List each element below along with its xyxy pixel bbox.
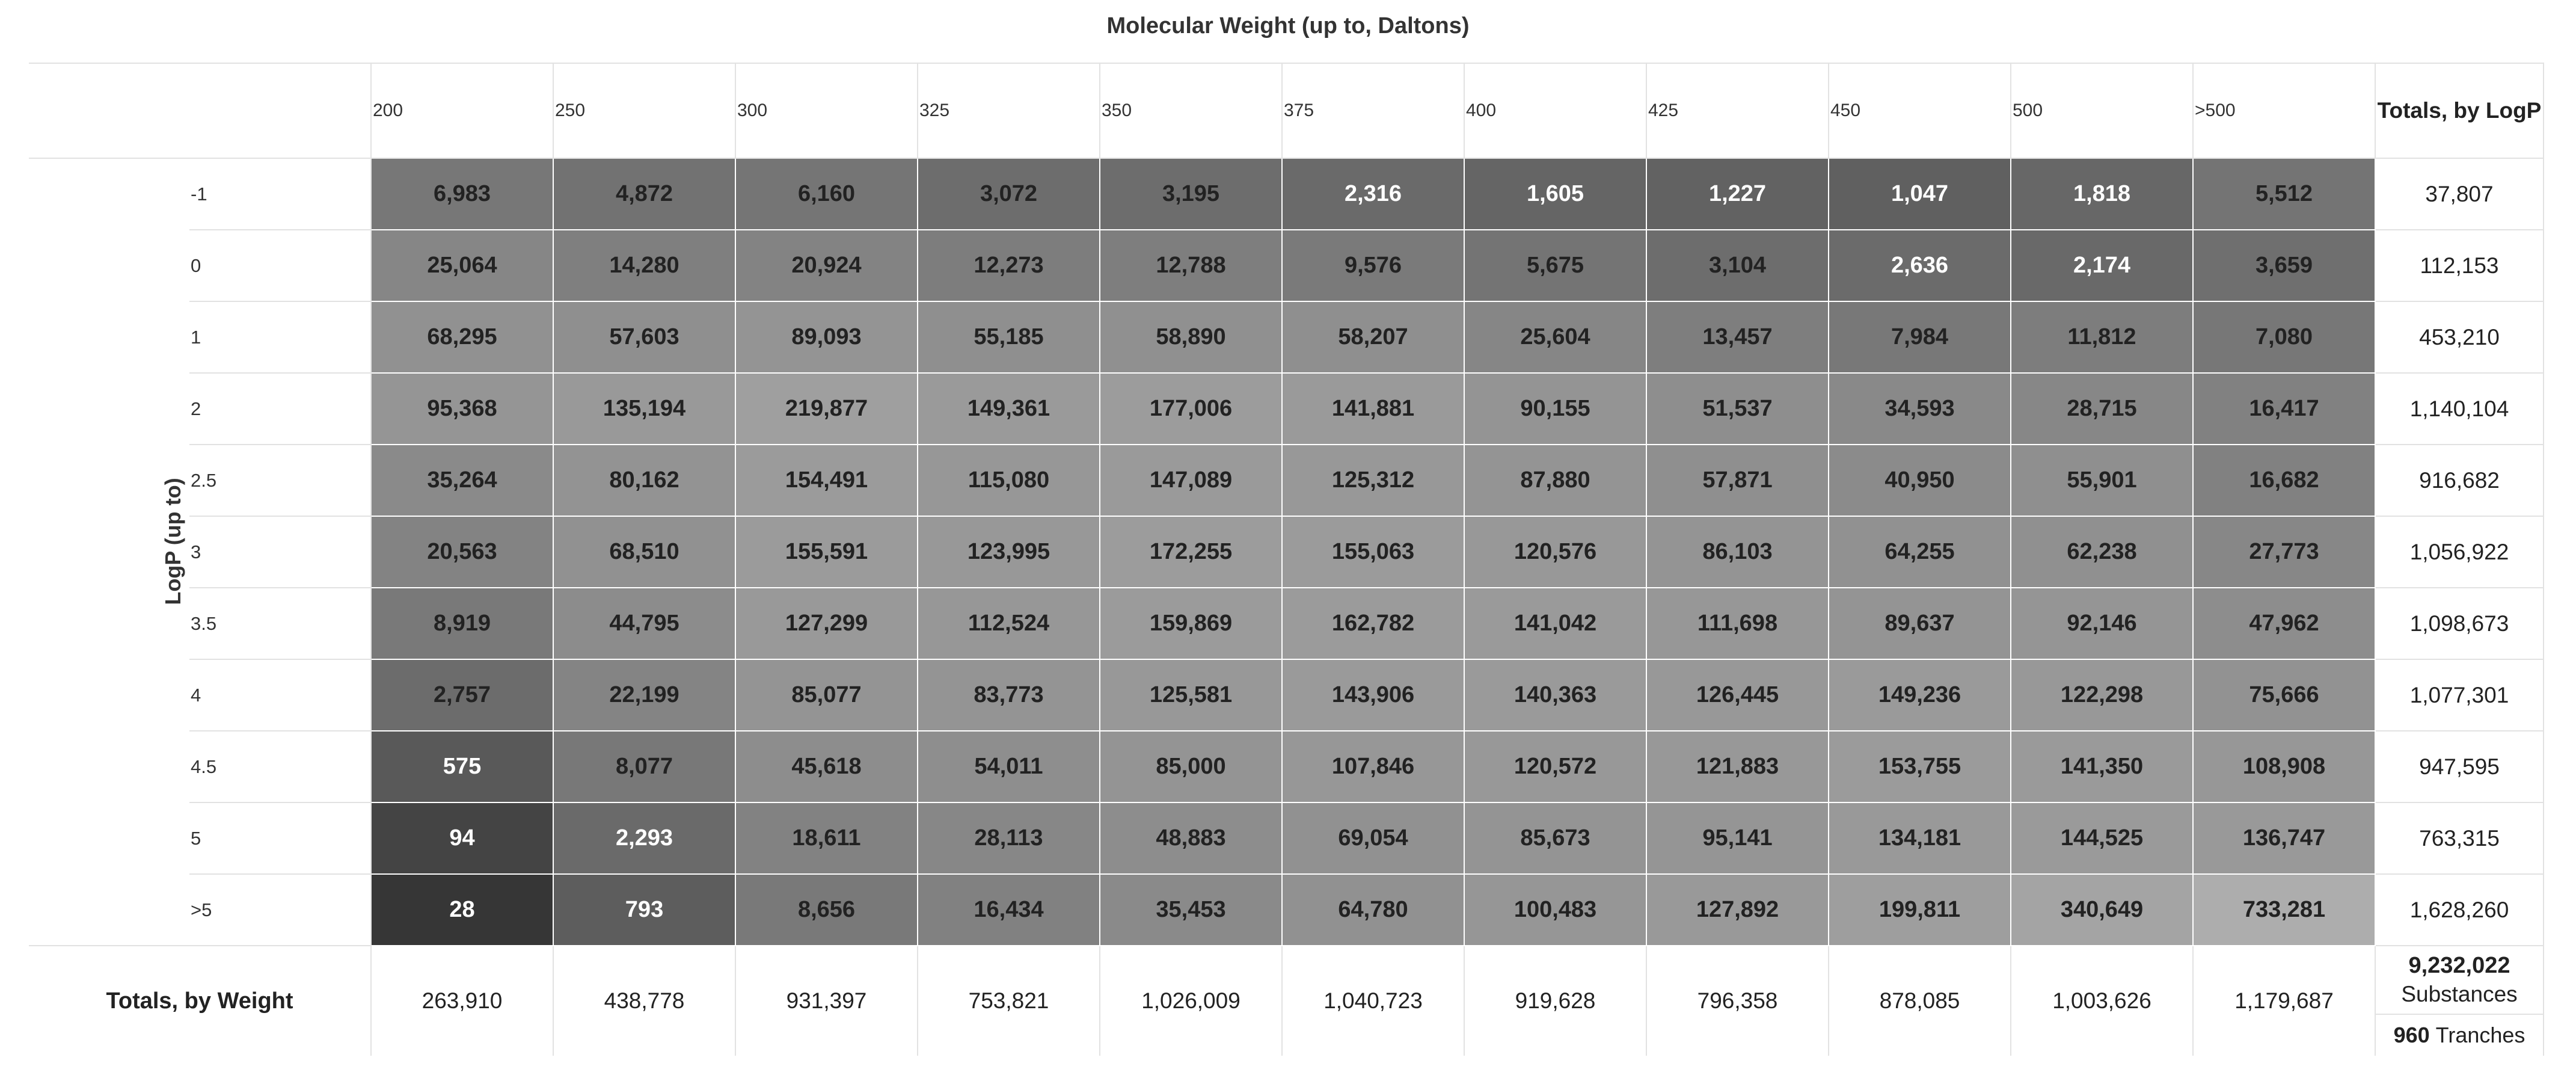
row-total-value: 1,140,104 bbox=[2376, 374, 2544, 445]
tranche-cell[interactable]: 340,649 bbox=[2011, 875, 2194, 946]
tranche-cell[interactable]: 141,042 bbox=[1465, 588, 1647, 660]
row-label-logp[interactable]: 0 bbox=[189, 230, 372, 302]
tranche-cell[interactable]: 123,995 bbox=[918, 517, 1100, 588]
tranche-cell[interactable]: 153,755 bbox=[1829, 731, 2011, 803]
tranche-cell[interactable]: 136,747 bbox=[2194, 803, 2376, 875]
column-total-value: 1,179,687 bbox=[2194, 946, 2376, 1056]
tranche-cell[interactable]: 86,103 bbox=[1647, 517, 1829, 588]
tranche-cell[interactable]: 2,293 bbox=[554, 803, 736, 875]
row-total-value: 763,315 bbox=[2376, 803, 2544, 875]
tranche-cell[interactable]: 111,698 bbox=[1647, 588, 1829, 660]
tranche-cell[interactable]: 89,093 bbox=[736, 302, 918, 374]
tranche-cell[interactable]: 5,675 bbox=[1465, 230, 1647, 302]
tranche-cell[interactable]: 55,185 bbox=[918, 302, 1100, 374]
column-header-325[interactable]: 325 bbox=[918, 63, 1100, 159]
tranche-cell[interactable]: 16,417 bbox=[2194, 374, 2376, 445]
tranche-cell[interactable]: 28,113 bbox=[918, 803, 1100, 875]
tranche-cell[interactable]: 62,238 bbox=[2011, 517, 2194, 588]
tranche-cell[interactable]: 64,255 bbox=[1829, 517, 2011, 588]
tranches-count: 960 bbox=[2393, 1023, 2430, 1047]
column-header-gt500[interactable]: >500 bbox=[2194, 63, 2376, 159]
tranche-cell[interactable]: 27,773 bbox=[2194, 517, 2376, 588]
tranche-cell[interactable]: 1,818 bbox=[2011, 159, 2194, 230]
tranche-cell[interactable]: 12,273 bbox=[918, 230, 1100, 302]
tranche-cell[interactable]: 57,603 bbox=[554, 302, 736, 374]
row-total-value: 112,153 bbox=[2376, 230, 2544, 302]
tranche-cell[interactable]: 34,593 bbox=[1829, 374, 2011, 445]
tranche-cell[interactable]: 1,605 bbox=[1465, 159, 1647, 230]
totals-by-weight-label: Totals, by Weight bbox=[29, 946, 372, 1056]
column-header-250[interactable]: 250 bbox=[554, 63, 736, 159]
column-header-450[interactable]: 450 bbox=[1829, 63, 2011, 159]
tranche-cell[interactable]: 44,795 bbox=[554, 588, 736, 660]
column-total-value: 438,778 bbox=[554, 946, 736, 1056]
tranche-cell[interactable]: 13,457 bbox=[1647, 302, 1829, 374]
tranche-cell[interactable]: 95,141 bbox=[1647, 803, 1829, 875]
column-total-value: 263,910 bbox=[372, 946, 554, 1056]
tranche-cell[interactable]: 12,788 bbox=[1100, 230, 1283, 302]
tranche-cell[interactable]: 18,611 bbox=[736, 803, 918, 875]
tranche-cell[interactable]: 177,006 bbox=[1100, 374, 1283, 445]
spacer-cell bbox=[29, 731, 189, 803]
tranche-cell[interactable]: 3,072 bbox=[918, 159, 1100, 230]
tranche-cell[interactable]: 95,368 bbox=[372, 374, 554, 445]
tranche-cell[interactable]: 85,000 bbox=[1100, 731, 1283, 803]
row-total-value: 1,098,673 bbox=[2376, 588, 2544, 660]
tranche-cell[interactable]: 51,537 bbox=[1647, 374, 1829, 445]
tranche-cell[interactable]: 162,782 bbox=[1283, 588, 1465, 660]
tranche-cell[interactable]: 147,089 bbox=[1100, 445, 1283, 517]
row-total-value: 1,056,922 bbox=[2376, 517, 2544, 588]
tranche-cell[interactable]: 120,576 bbox=[1465, 517, 1647, 588]
tranche-table bbox=[29, 63, 2545, 1061]
tranche-cell[interactable]: 100,483 bbox=[1465, 875, 1647, 946]
tranche-cell[interactable]: 144,525 bbox=[2011, 803, 2194, 875]
tranche-cell[interactable]: 20,924 bbox=[736, 230, 918, 302]
tranche-cell[interactable]: 199,811 bbox=[1829, 875, 2011, 946]
column-header-425[interactable]: 425 bbox=[1647, 63, 1829, 159]
tranche-cell[interactable]: 35,453 bbox=[1100, 875, 1283, 946]
tranche-cell[interactable]: 5,512 bbox=[2194, 159, 2376, 230]
tranche-cell[interactable]: 9,576 bbox=[1283, 230, 1465, 302]
spacer-cell bbox=[29, 875, 189, 946]
tranche-cell[interactable]: 4,872 bbox=[554, 159, 736, 230]
tranche-cell[interactable]: 85,673 bbox=[1465, 803, 1647, 875]
tranche-cell[interactable]: 143,906 bbox=[1283, 660, 1465, 731]
tranche-cell[interactable]: 16,434 bbox=[918, 875, 1100, 946]
column-total-value: 796,358 bbox=[1647, 946, 1829, 1056]
tranche-cell[interactable]: 68,295 bbox=[372, 302, 554, 374]
column-header-375[interactable]: 375 bbox=[1283, 63, 1465, 159]
row-label-logp[interactable]: 3.5 bbox=[189, 588, 372, 660]
substances-label: Substances bbox=[2401, 981, 2518, 1006]
tranche-cell[interactable]: 64,780 bbox=[1283, 875, 1465, 946]
tranche-cell[interactable]: 22,199 bbox=[554, 660, 736, 731]
tranche-cell[interactable]: 149,361 bbox=[918, 374, 1100, 445]
column-header-500[interactable]: 500 bbox=[2011, 63, 2194, 159]
row-label-logp[interactable]: 5 bbox=[189, 803, 372, 875]
tranche-cell[interactable]: 14,280 bbox=[554, 230, 736, 302]
tranche-cell[interactable]: 69,054 bbox=[1283, 803, 1465, 875]
tranche-cell[interactable]: 16,682 bbox=[2194, 445, 2376, 517]
row-label-logp[interactable]: 3 bbox=[189, 517, 372, 588]
substances-summary bbox=[2376, 946, 2543, 1015]
tranche-cell[interactable]: 58,207 bbox=[1283, 302, 1465, 374]
spacer-cell bbox=[29, 374, 189, 445]
tranche-cell[interactable]: 2,636 bbox=[1829, 230, 2011, 302]
tranche-cell[interactable]: 94 bbox=[372, 803, 554, 875]
tranche-cell[interactable]: 7,080 bbox=[2194, 302, 2376, 374]
spacer-cell bbox=[29, 588, 189, 660]
tranche-cell[interactable]: 141,881 bbox=[1283, 374, 1465, 445]
tranche-cell[interactable]: 1,227 bbox=[1647, 159, 1829, 230]
row-total-value: 916,682 bbox=[2376, 445, 2544, 517]
tranche-cell[interactable]: 6,983 bbox=[372, 159, 554, 230]
tranche-cell[interactable]: 8,077 bbox=[554, 731, 736, 803]
tranche-cell[interactable]: 155,591 bbox=[736, 517, 918, 588]
column-total-value: 1,026,009 bbox=[1100, 946, 1283, 1056]
tranche-cell[interactable]: 83,773 bbox=[918, 660, 1100, 731]
spacer-cell bbox=[29, 230, 189, 302]
tranche-cell[interactable]: 2,757 bbox=[372, 660, 554, 731]
row-total-value: 37,807 bbox=[2376, 159, 2544, 230]
column-header-200[interactable]: 200 bbox=[372, 63, 554, 159]
tranche-cell[interactable]: 47,962 bbox=[2194, 588, 2376, 660]
tranche-cell[interactable]: 48,883 bbox=[1100, 803, 1283, 875]
tranche-cell[interactable]: 108,908 bbox=[2194, 731, 2376, 803]
row-label-logp[interactable]: >5 bbox=[189, 875, 372, 946]
row-total-value: 1,628,260 bbox=[2376, 875, 2544, 946]
column-total-value: 919,628 bbox=[1465, 946, 1647, 1056]
tranche-cell[interactable]: 172,255 bbox=[1100, 517, 1283, 588]
molecular-weight-title: Molecular Weight (up to, Daltons) bbox=[1106, 13, 1470, 38]
summary-cell bbox=[2376, 946, 2544, 1056]
spacer-cell bbox=[29, 803, 189, 875]
tranche-cell[interactable]: 35,264 bbox=[372, 445, 554, 517]
tranche-cell[interactable]: 58,890 bbox=[1100, 302, 1283, 374]
row-total-value: 947,595 bbox=[2376, 731, 2544, 803]
tranche-cell[interactable]: 125,581 bbox=[1100, 660, 1283, 731]
tranche-cell[interactable]: 120,572 bbox=[1465, 731, 1647, 803]
row-label-logp[interactable]: 4 bbox=[189, 660, 372, 731]
tranche-cell[interactable]: 28,715 bbox=[2011, 374, 2194, 445]
row-label-logp[interactable]: 1 bbox=[189, 302, 372, 374]
column-header-300[interactable]: 300 bbox=[736, 63, 918, 159]
tranche-cell[interactable]: 134,181 bbox=[1829, 803, 2011, 875]
tranche-cell[interactable]: 7,984 bbox=[1829, 302, 2011, 374]
tranche-cell[interactable]: 140,363 bbox=[1465, 660, 1647, 731]
logp-axis-label: LogP (up to) bbox=[161, 478, 185, 605]
tranche-cell[interactable]: 3,104 bbox=[1647, 230, 1829, 302]
tranche-cell[interactable]: 3,195 bbox=[1100, 159, 1283, 230]
tranche-cell[interactable]: 28 bbox=[372, 875, 554, 946]
tranche-cell[interactable]: 733,281 bbox=[2194, 875, 2376, 946]
tranche-cell[interactable]: 126,445 bbox=[1647, 660, 1829, 731]
tranches-summary bbox=[2376, 1015, 2543, 1056]
tranche-cell[interactable]: 107,846 bbox=[1283, 731, 1465, 803]
tranche-cell[interactable]: 11,812 bbox=[2011, 302, 2194, 374]
tranche-cell[interactable]: 127,892 bbox=[1647, 875, 1829, 946]
tranche-cell[interactable]: 25,064 bbox=[372, 230, 554, 302]
spacer-cell bbox=[29, 517, 189, 588]
tranche-cell[interactable]: 122,298 bbox=[2011, 660, 2194, 731]
tranche-cell[interactable]: 85,077 bbox=[736, 660, 918, 731]
tranche-cell[interactable]: 55,901 bbox=[2011, 445, 2194, 517]
tranche-cell[interactable]: 159,869 bbox=[1100, 588, 1283, 660]
tranche-cell[interactable]: 3,659 bbox=[2194, 230, 2376, 302]
column-total-value: 878,085 bbox=[1829, 946, 2011, 1056]
tranche-cell[interactable]: 92,146 bbox=[2011, 588, 2194, 660]
column-total-value: 1,003,626 bbox=[2011, 946, 2194, 1056]
tranche-cell[interactable]: 75,666 bbox=[2194, 660, 2376, 731]
tranche-cell[interactable]: 155,063 bbox=[1283, 517, 1465, 588]
tranche-cell[interactable]: 793 bbox=[554, 875, 736, 946]
row-total-value: 453,210 bbox=[2376, 302, 2544, 374]
tranche-cell[interactable]: 80,162 bbox=[554, 445, 736, 517]
column-total-value: 931,397 bbox=[736, 946, 918, 1056]
tranche-cell[interactable]: 2,316 bbox=[1283, 159, 1465, 230]
tranche-cell[interactable]: 219,877 bbox=[736, 374, 918, 445]
tranche-cell[interactable]: 57,871 bbox=[1647, 445, 1829, 517]
tranche-cell[interactable]: 54,011 bbox=[918, 731, 1100, 803]
tranche-cell[interactable]: 40,950 bbox=[1829, 445, 2011, 517]
tranche-cell[interactable]: 112,524 bbox=[918, 588, 1100, 660]
column-total-value: 1,040,723 bbox=[1283, 946, 1465, 1056]
row-label-logp[interactable]: 4.5 bbox=[189, 731, 372, 803]
spacer-cell bbox=[29, 159, 189, 230]
column-header-350[interactable]: 350 bbox=[1100, 63, 1283, 159]
tranche-cell[interactable]: 141,350 bbox=[2011, 731, 2194, 803]
tranche-cell[interactable]: 2,174 bbox=[2011, 230, 2194, 302]
tranche-cell[interactable]: 149,236 bbox=[1829, 660, 2011, 731]
tranche-cell[interactable]: 68,510 bbox=[554, 517, 736, 588]
tranche-cell[interactable]: 575 bbox=[372, 731, 554, 803]
totals-by-logp-header: Totals, by LogP bbox=[2376, 63, 2544, 159]
tranche-cell[interactable]: 127,299 bbox=[736, 588, 918, 660]
header-corner bbox=[189, 63, 372, 159]
tranche-cell[interactable]: 87,880 bbox=[1465, 445, 1647, 517]
row-label-logp[interactable]: 2.5 bbox=[189, 445, 372, 517]
tranche-cell[interactable]: 1,047 bbox=[1829, 159, 2011, 230]
column-total-value: 753,821 bbox=[918, 946, 1100, 1056]
row-label-logp[interactable]: 2 bbox=[189, 374, 372, 445]
spacer-cell bbox=[29, 302, 189, 374]
tranche-cell[interactable]: 125,312 bbox=[1283, 445, 1465, 517]
tranche-cell[interactable]: 154,491 bbox=[736, 445, 918, 517]
spacer-cell bbox=[29, 660, 189, 731]
row-total-value: 1,077,301 bbox=[2376, 660, 2544, 731]
tranche-cell[interactable]: 20,563 bbox=[372, 517, 554, 588]
tranche-cell[interactable]: 6,160 bbox=[736, 159, 918, 230]
tranche-cell[interactable]: 8,656 bbox=[736, 875, 918, 946]
tranche-cell[interactable]: 25,604 bbox=[1465, 302, 1647, 374]
tranches-label: Tranches bbox=[2435, 1023, 2525, 1047]
tranche-cell[interactable]: 89,637 bbox=[1829, 588, 2011, 660]
tranche-cell[interactable]: 135,194 bbox=[554, 374, 736, 445]
tranche-cell[interactable]: 45,618 bbox=[736, 731, 918, 803]
row-label-logp[interactable]: -1 bbox=[189, 159, 372, 230]
spacer-cell bbox=[29, 445, 189, 517]
tranche-cell[interactable]: 115,080 bbox=[918, 445, 1100, 517]
tranche-cell[interactable]: 8,919 bbox=[372, 588, 554, 660]
column-header-400[interactable]: 400 bbox=[1465, 63, 1647, 159]
substances-count: 9,232,022 bbox=[2408, 953, 2510, 979]
tranche-cell[interactable]: 121,883 bbox=[1647, 731, 1829, 803]
tranche-cell[interactable]: 90,155 bbox=[1465, 374, 1647, 445]
spacer-cell bbox=[29, 63, 189, 159]
